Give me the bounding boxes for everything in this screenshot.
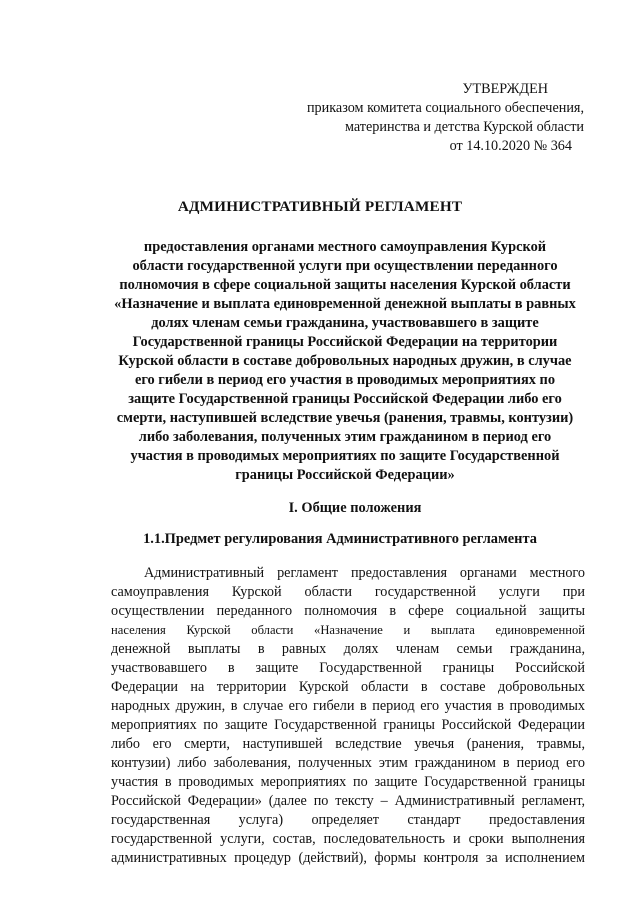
body-line: осуществлении переданного полномочия в сфере социальной защиты xyxy=(111,603,585,619)
subtitle-line: защите Государственной границы Российской Федерации либо его xyxy=(128,391,562,407)
body-line: государственная услуга) определяет стандарт предоставления xyxy=(111,812,585,828)
body-line: денежной выплаты в равных долях членам семьи гражданина, xyxy=(111,641,585,657)
body-line: контузии) либо заболевания, полученных этим гражданином в период его xyxy=(111,755,585,771)
body-line: участвовавшего в защите Государственной границы Российской xyxy=(111,660,585,676)
body-line: участия в проводимых мероприятиях по защите Государственной границы xyxy=(111,774,585,790)
body-line: населения Курской области «Назначение и выплата единовременной xyxy=(111,623,585,637)
subtitle-line: либо заболевания, полученных этим гражданином в период его xyxy=(138,429,552,445)
body-line: народных дружин, в случае его гибели в период его участия в проводимых xyxy=(111,698,585,714)
approval-order-date: от 14.10.2020 № 364 xyxy=(449,138,572,154)
subtitle-line: долях членам семьи гражданина, участвовавшего в защите xyxy=(151,315,539,331)
subtitle-line: полномочия в сфере социальной защиты населения Курской области xyxy=(119,277,571,293)
body-paragraph xyxy=(111,564,585,868)
subtitle-line: границы Российской Федерации» xyxy=(235,467,455,483)
document-subtitle xyxy=(96,238,594,485)
subtitle-line: предоставления органами местного самоуправления Курской xyxy=(143,239,547,255)
subtitle-line: области государственной услуги при осуществлении переданного xyxy=(132,258,558,274)
body-line: либо его смерти, наступившей вследствие увечья (ранения, травмы, xyxy=(111,736,585,752)
subtitle-line: участия в проводимых мероприятиях по защите Государственной xyxy=(130,448,560,464)
body-line: мероприятиях по защите Государственной границы Российской Федерации xyxy=(111,717,585,733)
approval-stamp: УТВЕРЖДЕН xyxy=(462,81,548,97)
body-line: Административный регламент предоставления органами местного xyxy=(144,565,585,581)
body-line: Федерации на территории Курской области в составе добровольных xyxy=(111,679,585,695)
subtitle-line: смерти, наступившей вследствие увечья (ранения, травмы, контузии) xyxy=(116,410,574,426)
subtitle-line: Курской области в составе добровольных народных дружин, в случае xyxy=(118,353,572,369)
subtitle-line: его гибели в период его участия в проводимых мероприятиях по xyxy=(134,372,556,388)
body-line: самоуправления Курской области государственной услуги при xyxy=(111,584,585,600)
body-line: государственной услуги, состав, последовательность и сроки выполнения xyxy=(111,831,585,847)
section-heading: I. Общие положения xyxy=(288,500,422,516)
subtitle-line: «Назначение и выплата единовременной денежной выплаты в равных xyxy=(114,296,576,312)
subtitle-line: Государственной границы Российской Федерации на территории xyxy=(132,334,558,350)
subsection-heading: 1.1.Предмет регулирования Административного регламента xyxy=(143,531,537,547)
document-title: АДМИНИСТРАТИВНЫЙ РЕГЛАМЕНТ xyxy=(177,198,463,215)
approval-block xyxy=(254,80,584,156)
approval-line: материнства и детства Курской области xyxy=(344,119,584,135)
body-line: административных процедур (действий), формы контроля за исполнением xyxy=(111,850,585,866)
approval-line: приказом комитета социального обеспечения, xyxy=(306,100,584,116)
body-line: Российской Федерации» (далее по тексту – Административный регламент, xyxy=(111,793,585,809)
